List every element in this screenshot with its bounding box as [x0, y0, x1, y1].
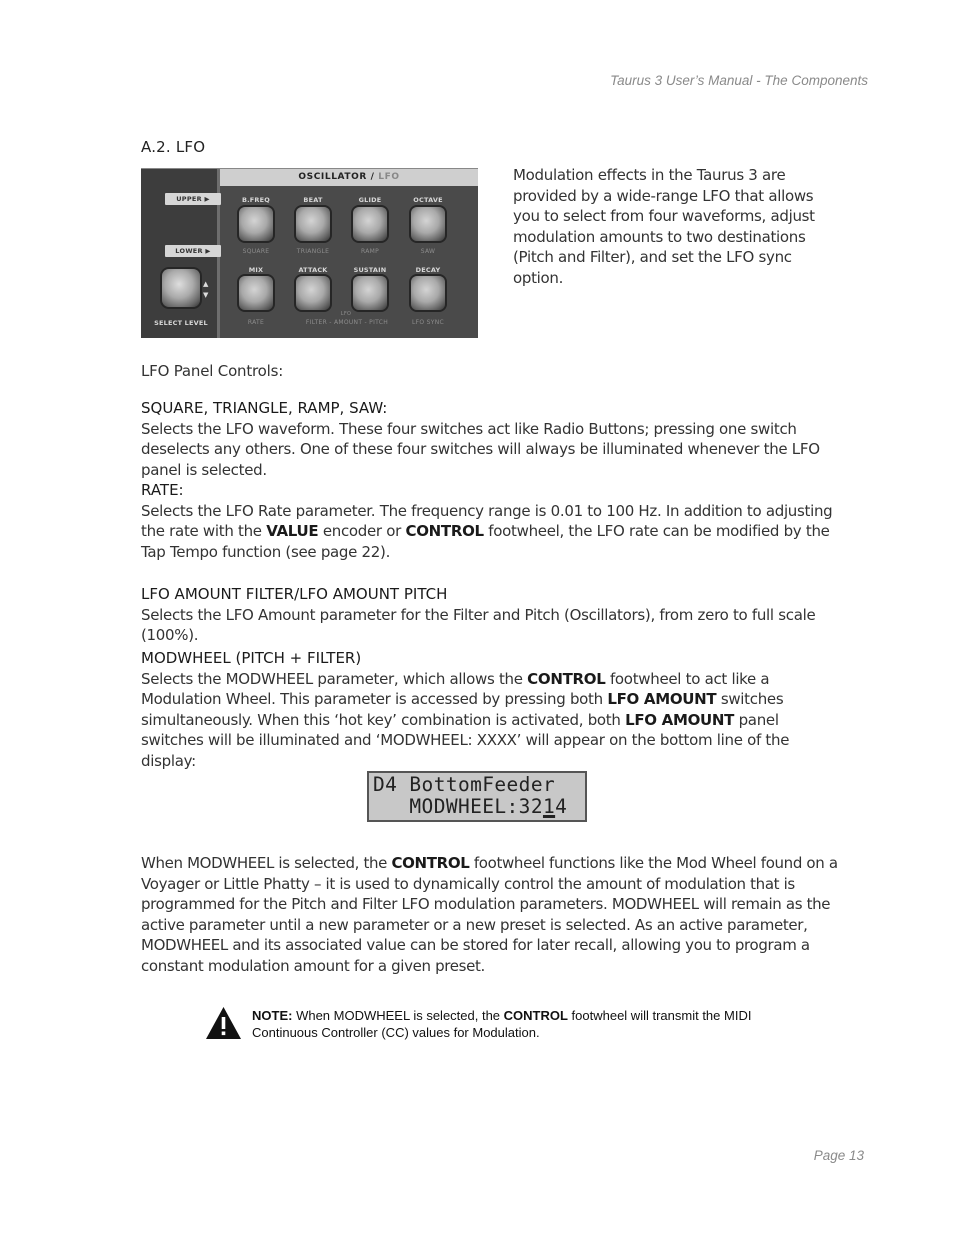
- knob-label-bfreq: B.FREQ: [241, 196, 271, 204]
- knob-label-decay: DECAY: [415, 266, 441, 274]
- knob-label-beat: BEAT: [303, 196, 323, 204]
- modwheel-text-4: panel switches will be illuminated and ‘MODWHEEL: XXXX’ will appear on the bottom line of the display:: [141, 710, 790, 770]
- sublabel-lfo-sync: LFO SYNC: [412, 319, 444, 326]
- sublabel-ramp: RAMP: [360, 248, 380, 255]
- page-number: Page 13: [813, 1148, 864, 1163]
- panel-header: [220, 169, 478, 186]
- sublabel-saw: SAW: [420, 248, 436, 255]
- waveform-heading: SQUARE, TRIANGLE, RAMP, SAW:: [141, 399, 388, 417]
- kw-control: CONTROL: [503, 1008, 568, 1023]
- kw-control: CONTROL: [391, 854, 470, 872]
- note-text-2: footwheel will transmit the MIDI Continuous Controller (CC) values for Modulation.: [252, 1008, 752, 1040]
- warning-icon: [205, 1006, 242, 1040]
- lfo-panel-image: [141, 168, 478, 338]
- lcd-cursor-digit: 1: [542, 795, 556, 818]
- arrow-down-icon: ▼: [203, 291, 209, 299]
- kw-control: CONTROL: [405, 522, 484, 541]
- panel-controls-label: LFO Panel Controls:: [141, 362, 284, 380]
- sublabel-filter-amount-pitch: FILTER - AMOUNT - PITCH: [305, 319, 389, 326]
- closing-text-2: footwheel functions like the Mod Wheel found on a Voyager or Little Phatty – it is used to dynamically control the amount of modulation that is programmed for the Pitch and Filter LFO modulation parameters. MODWHEEL will remain as the active parameter until a new parameter or a new preset is selected. As an active parameter, MODWHEEL and its associated value can be stored for later recall, allowing you to program a constant modulation amount for a given preset.: [141, 854, 838, 975]
- lfo-sync-knob: [411, 276, 445, 310]
- rate-block: [141, 480, 841, 562]
- kw-lfo-amount: LFO AMOUNT: [625, 710, 735, 729]
- select-level-label: SELECT LEVEL: [154, 319, 208, 327]
- sublabel-triangle: TRIANGLE: [296, 248, 330, 255]
- lcd-line-2-a: MODWHEEL:32: [373, 795, 543, 818]
- lcd-line-1: D4 BottomFeeder: [373, 773, 556, 796]
- square-knob: [239, 207, 273, 241]
- saw-knob: [411, 207, 445, 241]
- rate-heading: RATE:: [141, 481, 184, 499]
- level-arrows: [203, 279, 208, 301]
- rate-body: [141, 501, 841, 563]
- kw-value: VALUE: [266, 522, 319, 541]
- lfo-amount-pitch-knob: [353, 276, 387, 310]
- waveform-block: [141, 398, 841, 480]
- kw-control: CONTROL: [527, 669, 606, 688]
- closing-paragraph: [141, 853, 876, 977]
- amount-block: [141, 584, 841, 646]
- lfo-small-label: LFO: [340, 311, 352, 317]
- modwheel-text-3: switches simultaneously. When this ‘hot key’ combination is activated, both: [141, 690, 784, 729]
- modwheel-text-1: Selects the MODWHEEL parameter, which allows the: [141, 669, 528, 688]
- rate-text-3: footwheel, the LFO rate can be modified by the Tap Tempo function (see page 22).: [141, 522, 830, 561]
- rate-text-1: Selects the LFO Rate parameter. The frequency range is 0.01 to 100 Hz. In addition to adjusting the rate with the: [141, 501, 833, 541]
- waveform-body: Selects the LFO waveform. These four switches act like Radio Buttons; pressing one switch deselects any others. One of these four switches will always be illuminated whenever the LFO panel is selected.: [141, 419, 820, 479]
- modwheel-text-2: footwheel to act like a Modulation Wheel. This parameter is accessed by pressing both: [141, 669, 770, 709]
- sublabel-rate: RATE: [247, 319, 265, 326]
- note-label: NOTE:: [252, 1008, 293, 1023]
- kw-lfo-amount: LFO AMOUNT: [607, 690, 717, 709]
- running-header: Taurus 3 User’s Manual - The Components: [610, 73, 868, 88]
- knob-label-mix: MIX: [248, 266, 264, 274]
- panel-header-main: OSCILLATOR /: [298, 172, 375, 182]
- closing-text-1: When MODWHEEL is selected, the: [141, 854, 392, 872]
- knob-label-octave: OCTAVE: [413, 196, 443, 204]
- section-title: A.2. LFO: [141, 138, 206, 156]
- lcd-display: [367, 771, 587, 822]
- panel-header-lfo: LFO: [378, 172, 400, 182]
- modwheel-block: [141, 648, 841, 772]
- lfo-amount-filter-knob: [296, 276, 330, 310]
- knob-label-glide: GLIDE: [358, 196, 382, 204]
- rate-text-2: encoder or: [318, 522, 406, 541]
- amount-body: Selects the LFO Amount parameter for the Filter and Pitch (Oscillators), from zero to full scale (100%).: [141, 605, 816, 645]
- knob-label-sustain: SUSTAIN: [353, 266, 387, 274]
- modwheel-heading: MODWHEEL (PITCH + FILTER): [141, 649, 362, 667]
- note-box: [252, 1008, 792, 1041]
- upper-tab: UPPER ▶: [165, 193, 221, 205]
- lower-tab: LOWER ▶: [165, 245, 221, 257]
- select-level-knob: [162, 269, 200, 307]
- note-text-1: When MODWHEEL is selected, the: [292, 1008, 504, 1023]
- ramp-knob: [353, 207, 387, 241]
- rate-knob: [239, 276, 273, 310]
- triangle-knob: [296, 207, 330, 241]
- arrow-up-icon: ▲: [203, 280, 209, 288]
- knob-label-attack: ATTACK: [298, 266, 328, 274]
- modwheel-body: [141, 669, 841, 772]
- intro-paragraph: Modulation effects in the Taurus 3 are provided by a wide-range LFO that allows you to select from four waveforms, adjust modulation amounts to two destinations (Pitch and Filter), and set the LFO sync option.: [513, 166, 815, 287]
- lcd-line-2: [373, 796, 585, 818]
- amount-heading: LFO AMOUNT FILTER/LFO AMOUNT PITCH: [141, 585, 448, 603]
- sublabel-square: SQUARE: [242, 248, 270, 255]
- lcd-line-2-b: 4: [555, 795, 568, 818]
